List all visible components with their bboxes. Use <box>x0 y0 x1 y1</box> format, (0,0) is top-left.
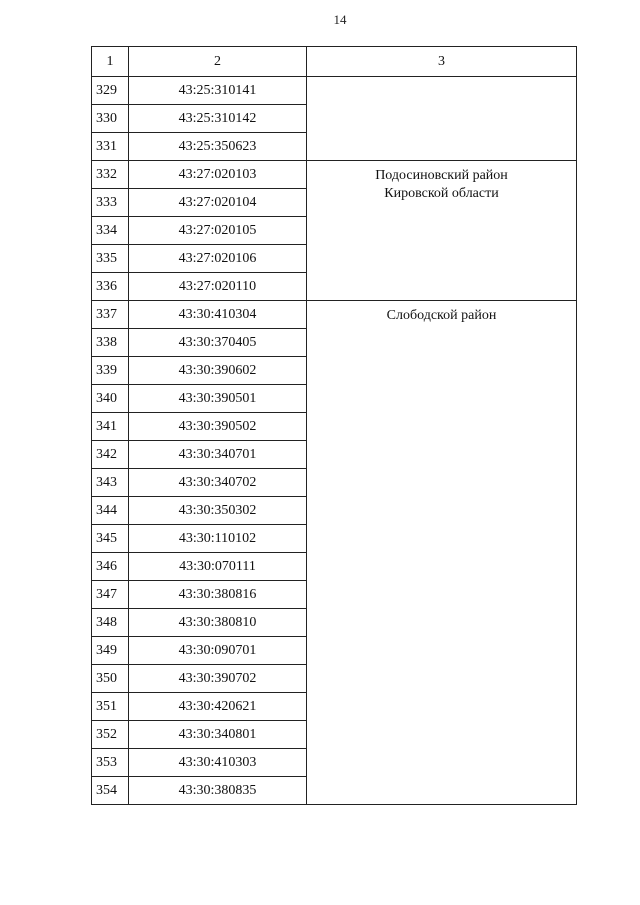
cadastral-code: 43:27:020103 <box>129 161 307 189</box>
row-number: 333 <box>92 189 129 217</box>
row-number: 350 <box>92 665 129 693</box>
row-number: 339 <box>92 357 129 385</box>
cadastral-code: 43:27:020106 <box>129 245 307 273</box>
region-cell <box>307 301 577 805</box>
row-number: 340 <box>92 385 129 413</box>
cadastral-code: 43:27:020105 <box>129 217 307 245</box>
cadastral-code: 43:30:420621 <box>129 693 307 721</box>
table-header <box>92 47 577 77</box>
cadastral-code: 43:30:410304 <box>129 301 307 329</box>
row-number: 351 <box>92 693 129 721</box>
row-number: 332 <box>92 161 129 189</box>
row-number: 344 <box>92 497 129 525</box>
cadastral-code: 43:30:380816 <box>129 581 307 609</box>
row-number: 329 <box>92 77 129 105</box>
cadastral-code: 43:30:110102 <box>129 525 307 553</box>
region-cell <box>307 77 577 161</box>
cadastral-code: 43:30:070111 <box>129 553 307 581</box>
row-number: 336 <box>92 273 129 301</box>
row-number: 343 <box>92 469 129 497</box>
region-name-line: Слободской район <box>386 308 497 323</box>
row-number: 353 <box>92 749 129 777</box>
cadastral-code: 43:30:380810 <box>129 609 307 637</box>
cadastral-code: 43:30:350302 <box>129 497 307 525</box>
cadastral-code: 43:25:310142 <box>129 105 307 133</box>
cadastral-code: 43:30:380835 <box>129 777 307 805</box>
row-number: 348 <box>92 609 129 637</box>
cadastral-code: 43:30:090701 <box>129 637 307 665</box>
row-number: 354 <box>92 777 129 805</box>
table-body <box>92 77 577 805</box>
row-number: 331 <box>92 133 129 161</box>
cadastral-code: 43:30:410303 <box>129 749 307 777</box>
row-number: 330 <box>92 105 129 133</box>
row-number: 347 <box>92 581 129 609</box>
cadastral-code: 43:25:350623 <box>129 133 307 161</box>
region-name-line: Кировской области <box>384 186 499 201</box>
table-row <box>92 301 577 329</box>
row-number: 334 <box>92 217 129 245</box>
row-number: 342 <box>92 441 129 469</box>
cadastral-code: 43:27:020104 <box>129 189 307 217</box>
row-number: 335 <box>92 245 129 273</box>
row-number: 337 <box>92 301 129 329</box>
cadastral-code: 43:30:340702 <box>129 469 307 497</box>
table-row <box>92 77 577 105</box>
cadastral-code: 43:30:390501 <box>129 385 307 413</box>
cadastral-code: 43:30:340701 <box>129 441 307 469</box>
region-name-line: Подосиновский район <box>375 168 508 183</box>
column-header-code: 2 <box>129 47 307 77</box>
cadastral-code: 43:30:390702 <box>129 665 307 693</box>
table-row <box>92 161 577 189</box>
row-number: 349 <box>92 637 129 665</box>
cadastral-code: 43:30:340801 <box>129 721 307 749</box>
cadastral-code: 43:27:020110 <box>129 273 307 301</box>
row-number: 345 <box>92 525 129 553</box>
row-number: 346 <box>92 553 129 581</box>
cadastral-code: 43:30:370405 <box>129 329 307 357</box>
cadastral-code: 43:30:390602 <box>129 357 307 385</box>
region-cell <box>307 161 577 301</box>
cadastral-table <box>91 46 577 805</box>
row-number: 352 <box>92 721 129 749</box>
row-number: 338 <box>92 329 129 357</box>
header-row <box>92 47 577 77</box>
column-header-number: 1 <box>92 47 129 77</box>
column-header-region: 3 <box>307 47 577 77</box>
row-number: 341 <box>92 413 129 441</box>
cadastral-code: 43:30:390502 <box>129 413 307 441</box>
page-number: 14 <box>333 12 347 27</box>
cadastral-code: 43:25:310141 <box>129 77 307 105</box>
